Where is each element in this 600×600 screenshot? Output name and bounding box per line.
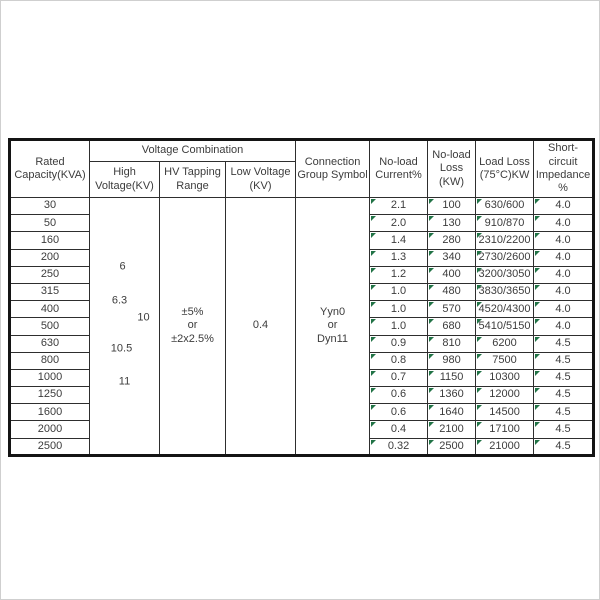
load-loss-cell: 21000 (476, 438, 534, 455)
transformer-spec-table (8, 138, 595, 457)
header-hv-tapping-range: HV Tapping Range (160, 162, 226, 198)
short-circuit-impedance-cell: 4.5 (534, 438, 594, 455)
hv-tapping-range-text (161, 306, 224, 346)
rated-capacity-cell: 200 (10, 249, 90, 266)
noload-loss-cell: 100 (428, 198, 476, 215)
load-loss-cell: 7500 (476, 352, 534, 369)
high-voltage-value: 6 (119, 260, 126, 273)
noload-current-cell: 0.4 (370, 421, 428, 438)
load-loss-cell: 12000 (476, 387, 534, 404)
noload-loss-cell: 2500 (428, 438, 476, 455)
header-voltage-combination: Voltage Combination (90, 140, 296, 162)
noload-current-cell: 2.1 (370, 198, 428, 215)
noload-current-cell: 0.6 (370, 387, 428, 404)
noload-current-cell: 2.0 (370, 215, 428, 232)
table-body (10, 198, 594, 456)
short-circuit-impedance-cell: 4.5 (534, 369, 594, 386)
short-circuit-impedance-cell: 4.5 (534, 404, 594, 421)
short-circuit-impedance-cell: 4.0 (534, 198, 594, 215)
noload-current-cell: 0.7 (370, 369, 428, 386)
header-noload-current: No-load Current% (370, 140, 428, 198)
noload-current-cell: 1.0 (370, 301, 428, 318)
load-loss-cell: 630/600 (476, 198, 534, 215)
load-loss-cell: 3830/3650 (476, 283, 534, 300)
rated-capacity-cell: 250 (10, 266, 90, 283)
table-row (10, 198, 594, 215)
rated-capacity-cell: 1000 (10, 369, 90, 386)
noload-loss-cell: 130 (428, 215, 476, 232)
header-group-row (10, 140, 594, 162)
short-circuit-impedance-cell: 4.0 (534, 283, 594, 300)
noload-loss-cell: 280 (428, 232, 476, 249)
header-load-loss: Load Loss (75°C)KW (476, 140, 534, 198)
short-circuit-impedance-cell: 4.5 (534, 421, 594, 438)
rated-capacity-cell: 50 (10, 215, 90, 232)
noload-loss-cell: 810 (428, 335, 476, 352)
noload-current-cell: 0.8 (370, 352, 428, 369)
header-rated-capacity: Rated Capacity(KVA) (10, 140, 90, 198)
connection-group-line: Yyn0 (319, 305, 346, 318)
noload-loss-cell: 1150 (428, 369, 476, 386)
short-circuit-impedance-cell: 4.5 (534, 387, 594, 404)
high-voltage-value: 10 (137, 311, 150, 324)
connection-group-merged-cell (296, 198, 370, 456)
noload-current-cell: 1.3 (370, 249, 428, 266)
high-voltage-value: 6.3 (111, 294, 128, 307)
load-loss-cell: 6200 (476, 335, 534, 352)
rated-capacity-cell: 400 (10, 301, 90, 318)
short-circuit-impedance-cell: 4.0 (534, 249, 594, 266)
rated-capacity-cell: 160 (10, 232, 90, 249)
rated-capacity-cell: 30 (10, 198, 90, 215)
noload-current-cell: 0.6 (370, 404, 428, 421)
load-loss-cell: 10300 (476, 369, 534, 386)
noload-current-cell: 1.4 (370, 232, 428, 249)
load-loss-cell: 2730/2600 (476, 249, 534, 266)
rated-capacity-cell: 2500 (10, 438, 90, 455)
rated-capacity-cell: 1250 (10, 387, 90, 404)
noload-current-cell: 1.0 (370, 318, 428, 335)
short-circuit-impedance-cell: 4.0 (534, 215, 594, 232)
low-voltage-merged-cell: 0.4 (226, 198, 296, 456)
header-noload-loss: No-load Loss (KW) (428, 140, 476, 198)
noload-current-cell: 0.32 (370, 438, 428, 455)
high-voltage-merged-cell (90, 198, 160, 456)
header-high-voltage: High Voltage(KV) (90, 162, 160, 198)
short-circuit-impedance-cell: 4.5 (534, 352, 594, 369)
load-loss-cell: 3200/3050 (476, 266, 534, 283)
connection-group-text (297, 306, 368, 346)
hv-tapping-range-line: ±5% (181, 305, 204, 318)
rated-capacity-cell: 500 (10, 318, 90, 335)
load-loss-cell: 17100 (476, 421, 534, 438)
rated-capacity-cell: 1600 (10, 404, 90, 421)
noload-loss-cell: 680 (428, 318, 476, 335)
rated-capacity-cell: 800 (10, 352, 90, 369)
noload-current-cell: 1.0 (370, 283, 428, 300)
connection-group-line: or (327, 319, 338, 332)
rated-capacity-cell: 315 (10, 283, 90, 300)
hv-tapping-range-line: or (187, 319, 198, 332)
load-loss-cell: 910/870 (476, 215, 534, 232)
connection-group-line: Dyn11 (317, 332, 349, 345)
short-circuit-impedance-cell: 4.0 (534, 266, 594, 283)
table-header (10, 140, 594, 198)
load-loss-cell: 5410/5150 (476, 318, 534, 335)
rated-capacity-cell: 2000 (10, 421, 90, 438)
noload-current-cell: 0.9 (370, 335, 428, 352)
high-voltage-value: 10.5 (110, 341, 133, 354)
noload-loss-cell: 2100 (428, 421, 476, 438)
rated-capacity-cell: 630 (10, 335, 90, 352)
load-loss-cell: 4520/4300 (476, 301, 534, 318)
noload-loss-cell: 570 (428, 301, 476, 318)
noload-loss-cell: 340 (428, 249, 476, 266)
noload-loss-cell: 400 (428, 266, 476, 283)
high-voltage-value: 11 (118, 375, 131, 388)
noload-loss-cell: 480 (428, 283, 476, 300)
load-loss-cell: 2310/2200 (476, 232, 534, 249)
hv-tapping-range-line: ±2x2.5% (171, 332, 214, 345)
noload-loss-cell: 1360 (428, 387, 476, 404)
short-circuit-impedance-cell: 4.5 (534, 335, 594, 352)
header-connection-group: Connection Group Symbol (296, 140, 370, 198)
noload-current-cell: 1.2 (370, 266, 428, 283)
short-circuit-impedance-cell: 4.0 (534, 232, 594, 249)
header-short-circuit-impedance: Short-circuit Impedance % (534, 140, 594, 198)
short-circuit-impedance-cell: 4.0 (534, 301, 594, 318)
noload-loss-cell: 1640 (428, 404, 476, 421)
noload-loss-cell: 980 (428, 352, 476, 369)
header-low-voltage: Low Voltage (KV) (226, 162, 296, 198)
hv-tapping-range-merged-cell (160, 198, 226, 456)
short-circuit-impedance-cell: 4.0 (534, 318, 594, 335)
load-loss-cell: 14500 (476, 404, 534, 421)
